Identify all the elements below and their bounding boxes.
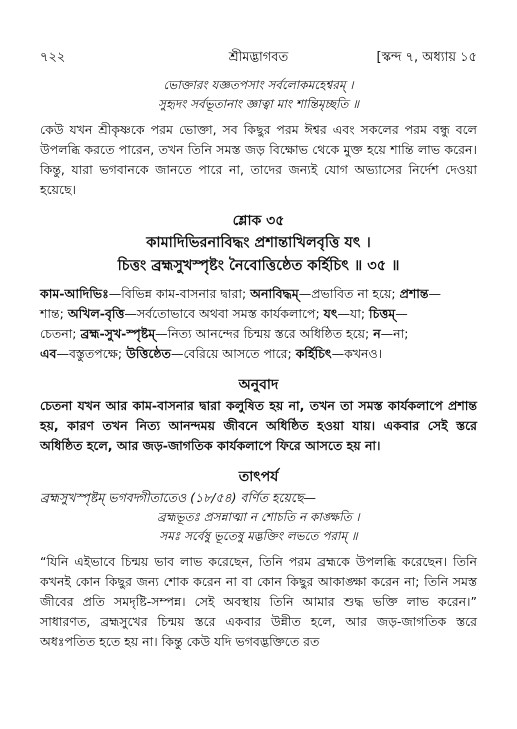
synonym-meaning: —প্রভাবিত না হয়ে; (298, 286, 400, 301)
page-number: ৭২২ (40, 50, 66, 65)
prev-verse-line-2: সুহৃদং সর্বভূতানাং জ্ঞাত্বা মাং শান্তিমৃচ্ছতি ॥ (157, 97, 360, 111)
purport-intro (40, 488, 477, 508)
synonym-meaning: —নিত্য আনন্দের চিন্ময় স্তরে অধিষ্ঠিত হয়ে; (155, 326, 374, 341)
translation-text: চেতনা যখন আর কাম-বাসনার দ্বারা কলুষিত হয় না, তখন তা সমস্ত কার্যকলাপে প্রশান্ত হয়, কারণ তখন নিত্য আনন্দময় জীবনে অধিষ্ঠিত হওয়া যায়। একবার সেই স্তরে অধিষ্ঠিত হলে, আর জড়-জাগতিক কার্যকলাপে ফিরে আসতে হয় না। (40, 398, 477, 453)
synonym-meaning: —বিভিন্ন কাম-বাসনার দ্বারা; (108, 286, 251, 301)
purport-body: “যিনি এইভাবে চিন্ময় ভাব লাভ করেছেন, তিনি পরম ব্রহ্মকে উপলব্ধি করেছেন। তিনি কখনই কোন কিছুর জন্য শোক করেন না বা কোন কিছুর আকাঙ্ক্ষা করেন না; তিনি সমস্ত জীবের প্রতি সমদৃষ্টি-সম্পন্ন। সেই অবস্থায় তিনি আমার শুদ্ধ ভক্তি লাভ করেন।” সাধারণত, ব্রহ্মসুখের চিন্ময় স্তরে একবার উন্নীত হলে, আর জড়-জাগতিক স্তরে অধঃপতিত হতে হয় না। কিন্তু কেউ যদি ভগবদ্ভক্তিতে রত (40, 554, 477, 649)
synonym-term: ন (373, 326, 381, 341)
synonym-term: প্রশান্ত (399, 286, 429, 301)
synonym-term: অখিল-বৃত্তি (67, 306, 125, 321)
purport-heading: তাৎপর্য (238, 469, 279, 485)
book-title: শ্রীমদ্ভাগবত (228, 50, 289, 65)
synonym-meaning: — (395, 306, 408, 321)
purport-intro-term: ব্রহ্মসুখস্পৃষ্টম্ (40, 490, 105, 505)
purport-intro-text: ভগবদ্গীতাতেও (১৮/৫৪) বর্ণিত হয়েছে— (104, 490, 316, 505)
synonym-term: কর্হিচিৎ (295, 346, 332, 361)
synonyms-line (40, 324, 477, 344)
gita-quote-line-2: সমঃ সর্বেষু ভূতেষু মদ্ভক্তিং লভতে পরাম্ ॥ (159, 529, 358, 543)
chapter-reference: [স্কন্দ ৭, অধ্যায় ১৫ (376, 50, 477, 65)
synonym-term: যৎ (323, 306, 338, 321)
synonym-meaning: —কখনও। (331, 346, 383, 361)
page-content (40, 76, 477, 652)
synonym-term: চিত্তম্ (369, 306, 396, 321)
synonyms-line (40, 284, 477, 304)
synonym-meaning: —বেরিয়ে আসতে পারে; (170, 346, 296, 361)
synonym-term: অনাবিদ্ধম্ (250, 286, 299, 301)
synonym-term: এব (40, 346, 57, 361)
synonyms-line (40, 344, 477, 364)
verse-heading: শ্লোক ৩৫ (232, 213, 285, 229)
synonym-meaning: —না; (380, 326, 409, 341)
synonym-meaning: — (428, 286, 442, 301)
synonym-meaning: —যা; (337, 306, 370, 321)
prev-verse-line-1: ভোক্তারং যজ্ঞতপসাং সর্বলোকমহেশ্বরম্ । (163, 78, 354, 92)
synonyms (40, 284, 477, 364)
verse-line-1: কামাদিভিরনাবিদ্ধং প্রশান্তাখিলবৃত্তি যৎ । (146, 235, 371, 251)
synonym-meaning: শান্ত; (40, 306, 68, 321)
synonym-meaning: চেতনা; (40, 326, 81, 341)
page-header (40, 48, 477, 66)
synonym-meaning: —সর্বতোভাবে অথবা সমস্ত কার্যকলাপে; (124, 306, 324, 321)
gita-quote-line-1: ব্রহ্মভূতঃ প্রসন্নাত্মা ন শোচতি ন কাঙ্ক্ষতি । (157, 510, 360, 524)
verse-line-2: চিত্তং ব্রহ্মসুখস্পৃষ্টং নৈবোত্তিষ্ঠেত কর্হিচিৎ ॥ ৩৫ ॥ (117, 258, 400, 274)
synonyms-line (40, 304, 477, 324)
synonym-meaning: —বস্তুতপক্ষে; (56, 346, 127, 361)
prev-purport-paragraph: কেউ যখন শ্রীকৃষ্ণকে পরম ভোক্তা, সব কিছুর পরম ঈশ্বর এবং সকলের পরম বন্ধু বলে উপলব্ধি করতে পারেন, তখন তিনি সমস্ত জড় বিক্ষোভ থেকে মুক্ত হয়ে শান্তি লাভ করেন। কিন্তু, যারা ভগবানকে জানতে পারে না, তাদের জন্যই যোগ অভ্যাসের নির্দেশ দেওয়া হয়েছে। (40, 122, 477, 197)
synonym-term: উত্তিষ্ঠেত (126, 346, 171, 361)
synonym-term: কাম-আদিভিঃ (40, 286, 109, 301)
synonym-term: ব্রহ্ম-সুখ-স্পৃষ্টম্ (80, 326, 156, 341)
translation-heading: অনুবাদ (238, 377, 279, 393)
